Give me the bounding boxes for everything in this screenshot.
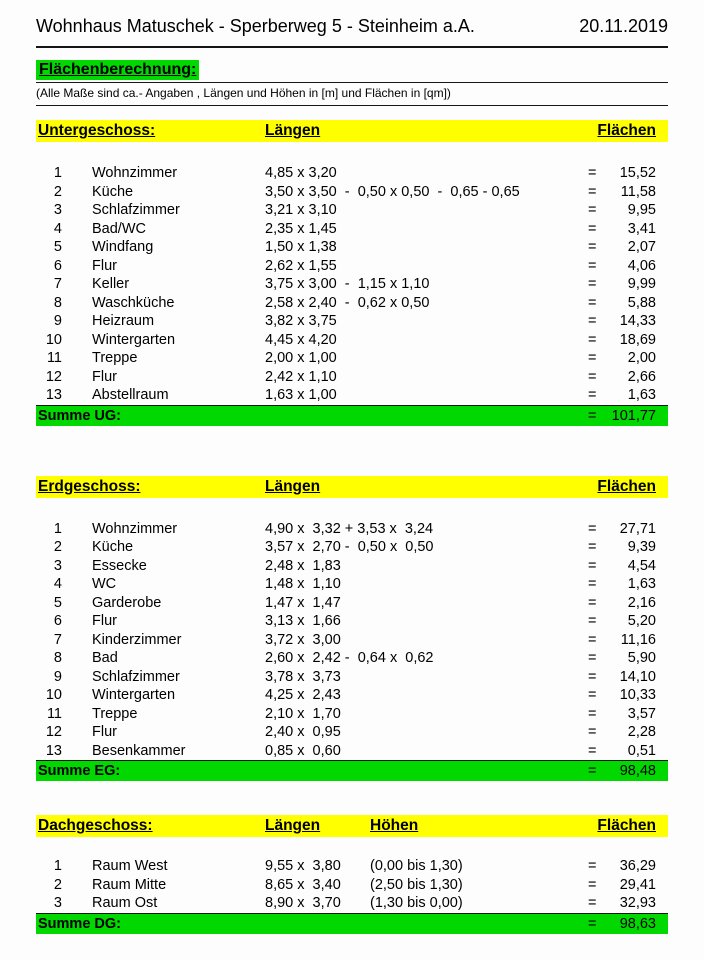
table-row	[36, 723, 668, 742]
room-area: 5,90	[627, 650, 656, 666]
sum-label: Summe EG:	[38, 763, 121, 779]
sum-bar	[36, 761, 668, 781]
area-calc-heading-row	[36, 60, 668, 83]
section-rows	[36, 857, 668, 914]
equals-sign: =	[588, 687, 597, 703]
equals-sign: =	[588, 183, 597, 200]
equals-sign: =	[588, 331, 597, 348]
row-number: 13	[45, 387, 62, 403]
equals-sign: =	[588, 368, 597, 385]
table-row	[36, 238, 668, 257]
table-row	[36, 686, 668, 705]
table-row	[36, 557, 668, 576]
area-calc-heading: Flächenberechnung:	[36, 60, 199, 80]
room-area: 2,28	[627, 724, 656, 740]
room-name: WC	[92, 576, 117, 592]
sum-bar	[36, 406, 668, 426]
room-area: 2,00	[627, 350, 656, 366]
row-number: 6	[53, 257, 62, 274]
room-area: 18,69	[619, 331, 656, 348]
row-number: 3	[53, 202, 62, 218]
row-number: 1	[53, 165, 62, 181]
room-lengths: 3,82 x 3,75	[265, 313, 337, 329]
room-name: Bad	[92, 650, 118, 666]
table-row	[36, 201, 668, 220]
section-title: Erdgeschoss:	[38, 477, 141, 495]
room-area: 2,66	[627, 368, 656, 385]
row-number: 8	[53, 650, 62, 666]
room-name: Schlafzimmer	[92, 202, 180, 218]
floor-section	[36, 815, 668, 934]
room-heights: (2,50 bis 1,30)	[370, 876, 463, 893]
table-row	[36, 538, 668, 557]
table-row	[36, 649, 668, 668]
room-name: Flur	[92, 613, 117, 629]
column-header-flaechen: Flächen	[597, 817, 656, 834]
room-name: Flur	[92, 724, 117, 740]
equals-sign: =	[588, 294, 597, 311]
room-name: Waschküche	[92, 294, 175, 311]
room-name: Bad/WC	[92, 220, 146, 237]
sum-value: 101,77	[611, 407, 656, 424]
equals-sign: =	[588, 895, 597, 911]
section-title: Dachgeschoss:	[38, 817, 153, 834]
row-number: 9	[53, 313, 62, 329]
document-date: 20.11.2019	[579, 16, 668, 36]
section-rows	[36, 164, 668, 406]
room-lengths: 3,57 x 2,70 - 0,50 x 0,50	[265, 539, 434, 555]
sum-bar	[36, 914, 668, 934]
row-number: 11	[46, 350, 62, 366]
room-name: Küche	[92, 183, 134, 200]
room-lengths: 4,90 x 3,32 + 3,53 x 3,24	[265, 520, 434, 537]
row-number: 5	[53, 239, 62, 255]
room-area: 3,57	[627, 705, 656, 722]
room-area: 11,58	[620, 183, 656, 200]
room-area: 3,41	[627, 220, 656, 237]
equals-sign: =	[588, 165, 597, 181]
row-number: 10	[45, 687, 62, 703]
table-row	[36, 220, 668, 239]
table-row	[36, 668, 668, 687]
room-area: 1,63	[627, 576, 656, 592]
table-row	[36, 368, 668, 387]
equals-sign: =	[588, 858, 597, 874]
equals-sign: =	[588, 576, 597, 592]
table-row	[36, 594, 668, 613]
table-row	[36, 257, 668, 276]
section-header-bar	[36, 476, 668, 498]
room-name: Keller	[92, 276, 130, 292]
equals-sign: =	[588, 724, 597, 740]
room-area: 15,52	[619, 165, 656, 181]
room-area: 9,39	[627, 539, 656, 555]
room-lengths: 3,72 x 3,00	[265, 631, 341, 648]
sum-value: 98,63	[619, 915, 656, 932]
room-lengths: 4,85 x 3,20	[265, 165, 337, 181]
table-row	[36, 520, 668, 539]
room-lengths: 3,78 x 3,73	[265, 668, 341, 685]
room-name: Flur	[92, 257, 117, 274]
sections-container	[36, 120, 668, 934]
room-lengths: 3,21 x 3,10	[265, 202, 337, 218]
sum-label: Summe UG:	[38, 407, 121, 424]
table-row	[36, 164, 668, 183]
row-number: 8	[53, 294, 62, 311]
room-area: 0,51	[627, 742, 656, 759]
room-area: 1,63	[627, 387, 656, 403]
row-number: 7	[53, 276, 62, 292]
row-number: 13	[45, 742, 62, 759]
room-name: Raum Mitte	[92, 876, 167, 893]
room-lengths: 2,60 x 2,42 - 0,64 x 0,62	[265, 650, 434, 666]
floor-section	[36, 476, 668, 782]
column-header-laengen: Längen	[265, 817, 321, 834]
room-name: Windfang	[92, 239, 154, 255]
sum-equals: =	[588, 763, 597, 779]
table-row	[36, 349, 668, 368]
row-number: 12	[45, 724, 62, 740]
row-number: 10	[45, 331, 62, 348]
section-rows	[36, 520, 668, 762]
room-name: Flur	[92, 368, 117, 385]
table-row	[36, 183, 668, 202]
room-name: Raum West	[92, 858, 168, 874]
column-header-flaechen: Flächen	[597, 477, 656, 495]
room-name: Wintergarten	[92, 331, 176, 348]
section-header-bar	[36, 120, 668, 142]
room-area: 4,54	[627, 557, 656, 574]
equals-sign: =	[588, 650, 597, 666]
room-name: Wintergarten	[92, 687, 176, 703]
equals-sign: =	[588, 705, 597, 722]
equals-sign: =	[588, 350, 597, 366]
column-header-hoehen: Höhen	[370, 817, 419, 834]
row-number: 1	[53, 858, 62, 874]
room-lengths: 1,63 x 1,00	[265, 387, 337, 403]
equals-sign: =	[588, 257, 597, 274]
row-number: 11	[46, 705, 62, 722]
equals-sign: =	[588, 387, 597, 403]
equals-sign: =	[588, 557, 597, 574]
room-area: 10,33	[619, 687, 656, 703]
room-lengths: 1,48 x 1,10	[265, 576, 341, 592]
equals-sign: =	[588, 539, 597, 555]
row-number: 2	[53, 183, 62, 200]
room-lengths: 3,75 x 3,00 - 1,15 x 1,10	[265, 276, 430, 292]
row-number: 3	[53, 557, 62, 574]
table-row	[36, 575, 668, 594]
sum-equals: =	[588, 407, 597, 424]
row-number: 4	[53, 220, 62, 237]
room-area: 9,99	[627, 276, 656, 292]
room-heights: (0,00 bis 1,30)	[370, 858, 463, 874]
table-row	[36, 312, 668, 331]
column-header-flaechen: Flächen	[597, 122, 656, 139]
room-area: 29,41	[619, 876, 656, 893]
table-row	[36, 631, 668, 650]
room-name: Heizraum	[92, 313, 155, 329]
column-header-laengen: Längen	[265, 477, 321, 495]
room-lengths: 1,47 x 1,47	[265, 594, 341, 611]
document-header	[36, 16, 668, 48]
room-name: Raum Ost	[92, 895, 158, 911]
room-lengths: 2,35 x 1,45	[265, 220, 337, 237]
document-title: Wohnhaus Matuschek - Sperberweg 5 - Steinheim a.A.	[36, 16, 475, 36]
room-lengths: 1,50 x 1,38	[265, 239, 337, 255]
row-number: 1	[53, 520, 62, 537]
table-row	[36, 894, 668, 914]
room-name: Wohnzimmer	[92, 520, 178, 537]
table-row	[36, 386, 668, 406]
row-number: 2	[53, 876, 62, 893]
room-lengths: 4,25 x 2,43	[265, 687, 341, 703]
equals-sign: =	[588, 613, 597, 629]
room-area: 5,20	[627, 613, 656, 629]
sum-label: Summe DG:	[38, 915, 121, 932]
room-lengths: 4,45 x 4,20	[265, 331, 337, 348]
row-number: 6	[53, 613, 62, 629]
room-name: Abstellraum	[92, 387, 169, 403]
room-name: Wohnzimmer	[92, 165, 178, 181]
room-lengths: 2,10 x 1,70	[265, 705, 341, 722]
room-name: Treppe	[92, 350, 138, 366]
section-header-bar	[36, 815, 668, 837]
room-lengths: 3,13 x 1,66	[265, 613, 341, 629]
room-area: 14,33	[619, 313, 656, 329]
equals-sign: =	[588, 520, 597, 537]
equals-sign: =	[588, 276, 597, 292]
column-header-laengen: Längen	[265, 122, 321, 139]
room-lengths: 3,50 x 3,50 - 0,50 x 0,50 - 0,65 - 0,65	[265, 183, 520, 200]
equals-sign: =	[588, 313, 597, 329]
equals-sign: =	[588, 742, 597, 759]
room-area: 4,06	[627, 257, 656, 274]
table-row	[36, 612, 668, 631]
room-area: 36,29	[619, 858, 656, 874]
room-lengths: 8,90 x 3,70	[265, 895, 341, 911]
room-name: Treppe	[92, 705, 138, 722]
room-lengths: 0,85 x 0,60	[265, 742, 341, 759]
floor-section	[36, 120, 668, 426]
row-number: 5	[53, 594, 62, 611]
room-lengths: 2,48 x 1,83	[265, 557, 341, 574]
room-area: 11,16	[620, 631, 656, 648]
table-row	[36, 705, 668, 724]
room-heights: (1,30 bis 0,00)	[370, 895, 463, 911]
equals-sign: =	[588, 876, 597, 893]
room-name: Kinderzimmer	[92, 631, 182, 648]
equals-sign: =	[588, 220, 597, 237]
room-area: 5,88	[627, 294, 656, 311]
row-number: 2	[53, 539, 62, 555]
sum-equals: =	[588, 915, 597, 932]
equals-sign: =	[588, 239, 597, 255]
room-name: Garderobe	[92, 594, 162, 611]
room-area: 32,93	[619, 895, 656, 911]
row-number: 3	[53, 895, 62, 911]
section-title: Untergeschoss:	[38, 122, 156, 139]
table-row	[36, 275, 668, 294]
room-name: Besenkammer	[92, 742, 186, 759]
row-number: 9	[53, 668, 62, 685]
room-name: Essecke	[92, 557, 147, 574]
equals-sign: =	[588, 631, 597, 648]
table-row	[36, 331, 668, 350]
room-lengths: 2,00 x 1,00	[265, 350, 337, 366]
table-row	[36, 294, 668, 313]
room-area: 2,07	[627, 239, 656, 255]
measurement-note: (Alle Maße sind ca.- Angaben , Längen und Höhen in [m] und Flächen in [qm])	[36, 86, 668, 106]
room-area: 27,71	[619, 520, 656, 537]
room-lengths: 2,40 x 0,95	[265, 724, 341, 740]
equals-sign: =	[588, 668, 597, 685]
table-row	[36, 857, 668, 876]
room-name: Küche	[92, 539, 134, 555]
equals-sign: =	[588, 202, 597, 218]
room-area: 14,10	[619, 668, 656, 685]
room-lengths: 9,55 x 3,80	[265, 858, 341, 874]
room-area: 2,16	[627, 594, 656, 611]
equals-sign: =	[588, 594, 597, 611]
room-name: Schlafzimmer	[92, 668, 180, 685]
room-lengths: 2,58 x 2,40 - 0,62 x 0,50	[265, 294, 430, 311]
row-number: 4	[53, 576, 62, 592]
sum-value: 98,48	[619, 763, 656, 779]
room-area: 9,95	[627, 202, 656, 218]
row-number: 7	[53, 631, 62, 648]
room-lengths: 2,62 x 1,55	[265, 257, 337, 274]
room-lengths: 2,42 x 1,10	[265, 368, 337, 385]
table-row	[36, 742, 668, 762]
row-number: 12	[45, 368, 62, 385]
room-lengths: 8,65 x 3,40	[265, 876, 341, 893]
table-row	[36, 876, 668, 895]
